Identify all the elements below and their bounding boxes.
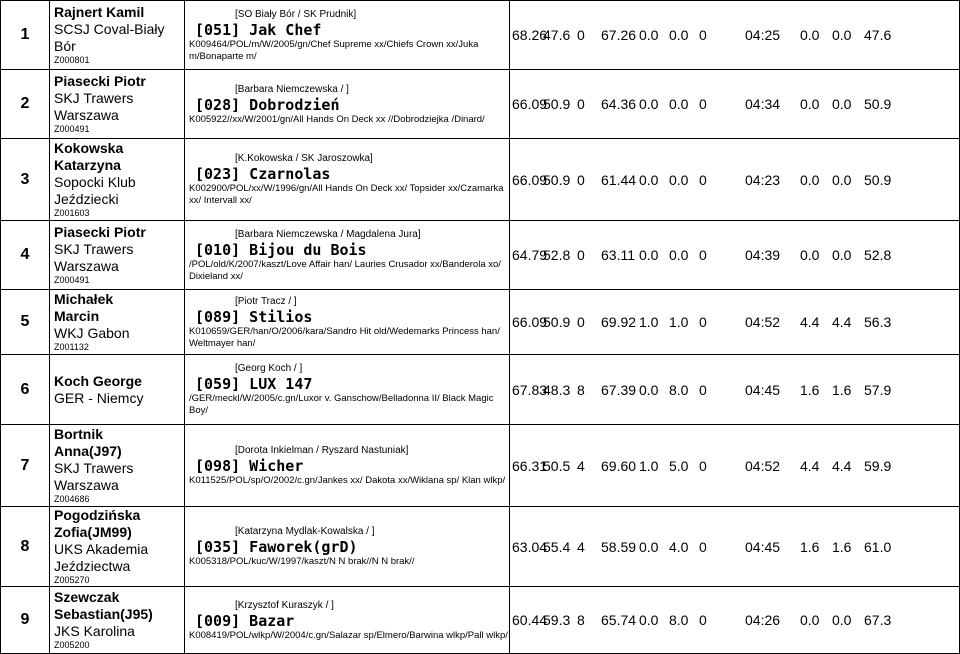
scores-cell — [510, 425, 960, 507]
score-value: 66.09 — [512, 314, 548, 330]
score-value: 50.9 — [864, 171, 892, 188]
horse-pedigree: K010659/GER/han/O/2006/kara/Sandro Hit old/Wedemarks Princess han/ Weltmayer han/ — [189, 325, 500, 349]
rider-club: GER - Niemcy — [54, 389, 144, 406]
rider-cell — [50, 290, 185, 355]
result-row — [1, 1, 960, 70]
rider-cell — [50, 1, 185, 70]
place-cell: 1 — [1, 1, 50, 70]
rider-name: Katarzyna — [54, 157, 121, 173]
result-row — [1, 70, 960, 139]
score-value: 61.0 — [864, 538, 892, 555]
place-cell: 7 — [1, 425, 50, 507]
horse-name: [098] Wicher — [195, 457, 304, 475]
horse-owner: [Piotr Tracz / ] — [235, 295, 297, 307]
rider-license: Z005200 — [54, 640, 90, 650]
score-value: 48.3 — [543, 381, 571, 398]
scores-cell — [510, 139, 960, 221]
horse-name: [010] Bijou du Bois — [195, 240, 367, 259]
horse-owner: [SO Biały Bór / SK Prudnik] — [235, 8, 357, 20]
score-value: 0 — [577, 247, 585, 263]
score-value: 0 — [699, 612, 707, 628]
rider-club: JKS Karolina — [54, 623, 135, 639]
horse-cell — [185, 507, 510, 587]
scores-cell — [510, 290, 960, 355]
score-value: 59.9 — [864, 457, 892, 474]
place-cell: 3 — [1, 139, 50, 221]
scores-cell — [510, 70, 960, 139]
score-value: 69.92 — [601, 314, 637, 330]
horse-pedigree: K005318/POL/kuc/W/1997/kaszt/N N brak//N N brak// — [189, 556, 415, 567]
score-value: 60.44 — [512, 612, 548, 628]
score-value: 0.0 — [669, 96, 689, 112]
rider-club: SKJ Trawers — [54, 90, 134, 106]
rider-name: Pogodzińska — [54, 507, 141, 523]
score-value: 0 — [577, 27, 585, 43]
results-body — [1, 1, 960, 654]
score-value: 0.0 — [669, 171, 689, 188]
score-value: 64.79 — [512, 247, 548, 263]
horse-pedigree: K005922//xx/W/2001/gn/All Hands On Deck xx //Dobrodziejka /Dinard/ — [189, 113, 485, 125]
horse-pedigree: K009464/POL/m/W/2005/gn/Chef Supreme xx/Chiefs Crown xx/Juka m/Bonaparte m/ — [189, 38, 479, 62]
horse-pedigree: K002900/POL/xx/W/1996/gn/All Hands On Deck xx/ Topsider xx/Czamarka xx/ Intervall xx/ — [189, 183, 504, 206]
horse-pedigree: K008419/POL/wlkp/W/2004/c.gn/Salazar sp/Elmero/Barwina wlkp/Pall wlkp/ — [189, 629, 508, 641]
result-row — [1, 290, 960, 355]
rider-club: Warszawa — [54, 477, 119, 493]
horse-owner: [Georg Koch / ] — [235, 363, 303, 374]
score-value: 67.83 — [512, 381, 548, 398]
score-value: 68.26 — [512, 27, 548, 43]
horse-owner: [K.Kokowska / SK Jaroszowka] — [235, 153, 373, 164]
score-value: 0.0 — [639, 538, 659, 555]
rider-license: Z000491 — [54, 124, 90, 134]
rider-name: Szewczak — [54, 589, 120, 605]
score-value: 0 — [699, 314, 707, 330]
score-value: 5.0 — [669, 457, 689, 474]
horse-owner: [Katarzyna Mydlak-Kowalska / ] — [235, 526, 375, 537]
score-value: 8.0 — [669, 612, 689, 628]
score-value: 0 — [577, 96, 585, 112]
score-value: 0 — [577, 314, 585, 330]
score-value: 04:23 — [745, 171, 781, 188]
rider-club: Warszawa — [54, 107, 119, 123]
score-value: 04:45 — [745, 538, 781, 555]
score-value: 1.6 — [800, 381, 820, 398]
rider-license: Z005270 — [54, 575, 90, 585]
score-value: 0.0 — [639, 612, 659, 628]
score-value: 55.4 — [543, 538, 571, 555]
result-row — [1, 507, 960, 587]
score-value: 04:34 — [745, 96, 781, 112]
score-value: 4.4 — [832, 457, 852, 474]
horse-pedigree: /GER/meckl/W/2005/c.gn/Luxor v. Ganschow/Belladonna II/ Black Magic Boy/ — [189, 393, 494, 416]
rider-name: Rajnert Kamil — [54, 4, 145, 20]
score-value: 4.0 — [669, 538, 689, 555]
score-value: 67.39 — [601, 381, 637, 398]
horse-name: [023] Czarnolas — [195, 165, 331, 183]
rider-cell — [50, 139, 185, 221]
score-value: 0 — [699, 381, 707, 398]
score-value: 0.0 — [800, 171, 820, 188]
rider-club: Warszawa — [54, 258, 119, 274]
score-value: 1.6 — [832, 381, 852, 398]
score-value: 63.04 — [512, 538, 548, 555]
score-value: 47.6 — [864, 27, 892, 43]
score-value: 04:26 — [745, 612, 781, 628]
score-value: 0.0 — [832, 612, 852, 628]
score-value: 0.0 — [800, 27, 820, 43]
result-row — [1, 425, 960, 507]
score-value: 66.31 — [512, 457, 548, 474]
rider-name: Anna(J97) — [54, 443, 122, 459]
horse-name: [035] Faworek(grD) — [195, 538, 358, 556]
score-value: 0.0 — [639, 27, 659, 43]
result-row — [1, 587, 960, 654]
score-value: 0 — [577, 171, 585, 188]
score-value: 04:39 — [745, 247, 781, 263]
score-value: 1.6 — [800, 538, 820, 555]
horse-cell — [185, 139, 510, 221]
score-value: 0.0 — [832, 27, 852, 43]
score-value: 0.0 — [639, 171, 659, 188]
score-value: 0.0 — [669, 27, 689, 43]
score-value: 04:52 — [745, 457, 781, 474]
score-value: 65.74 — [601, 612, 637, 628]
score-value: 0 — [699, 457, 707, 474]
rider-club: Jeździecki — [54, 191, 119, 207]
score-value: 04:25 — [745, 27, 781, 43]
score-value: 1.0 — [639, 314, 659, 330]
score-value: 63.11 — [601, 247, 635, 263]
rider-club: SCSJ Coval-Biały — [54, 21, 165, 37]
rider-club: Sopocki Klub — [54, 174, 136, 190]
horse-cell — [185, 70, 510, 139]
horse-name: [009] Bazar — [195, 611, 295, 630]
score-value: 0 — [699, 96, 707, 112]
place-cell: 2 — [1, 70, 50, 139]
rider-license: Z000801 — [54, 55, 90, 65]
place-cell: 9 — [1, 587, 50, 654]
scores-cell — [510, 507, 960, 587]
score-value: 0 — [699, 538, 707, 555]
place-cell: 6 — [1, 355, 50, 425]
score-value: 58.59 — [601, 538, 637, 555]
rider-license: Z001603 — [54, 208, 90, 218]
rider-club: Bór — [54, 38, 76, 54]
score-value: 50.9 — [543, 171, 571, 188]
place-cell: 5 — [1, 290, 50, 355]
score-value: 0.0 — [800, 96, 820, 112]
score-value: 4.4 — [832, 314, 852, 330]
score-value: 4 — [577, 457, 585, 474]
horse-pedigree: /POL/old/K/2007/kaszt/Love Affair han/ Lauries Crusador xx/Banderola xo/ Dixieland xx/ — [189, 258, 501, 282]
score-value: 59.3 — [543, 612, 571, 628]
score-value: 0.0 — [832, 247, 852, 263]
horse-owner: [Dorota Inkielman / Ryszard Nastuniak] — [235, 445, 409, 456]
rider-club: WKJ Gabon — [54, 325, 130, 341]
score-value: 1.0 — [669, 314, 689, 330]
score-value: 52.8 — [864, 247, 892, 263]
horse-owner: [Krzysztof Kuraszyk / ] — [235, 599, 334, 611]
result-row — [1, 355, 960, 425]
score-value: 50.9 — [543, 96, 571, 112]
result-row — [1, 139, 960, 221]
score-value: 50.9 — [864, 96, 892, 112]
score-value: 0.0 — [800, 247, 820, 263]
rider-cell — [50, 70, 185, 139]
rider-cell — [50, 507, 185, 587]
score-value: 1.0 — [639, 457, 659, 474]
score-value: 0.0 — [832, 171, 852, 188]
score-value: 50.9 — [543, 314, 571, 330]
score-value: 0.0 — [800, 612, 820, 628]
place-cell: 8 — [1, 507, 50, 587]
result-row — [1, 221, 960, 290]
rider-name: Marcin — [54, 308, 100, 324]
score-value: 64.36 — [601, 96, 637, 112]
score-value: 0.0 — [639, 96, 659, 112]
score-value: 8 — [577, 612, 585, 628]
rider-cell — [50, 221, 185, 290]
score-value: 0.0 — [832, 96, 852, 112]
score-value: 0.0 — [639, 381, 659, 398]
score-value: 0 — [699, 171, 707, 188]
score-value: 0 — [699, 247, 707, 263]
score-value: 47.6 — [543, 27, 571, 43]
horse-name: [051] Jak Chef — [195, 20, 322, 39]
rider-club: SKJ Trawers — [54, 460, 134, 476]
score-value: 56.3 — [864, 314, 892, 330]
score-value: 8.0 — [669, 381, 689, 398]
score-value: 67.26 — [601, 27, 637, 43]
horse-name: [059] LUX 147 — [195, 375, 313, 393]
score-value: 66.09 — [512, 96, 548, 112]
horse-pedigree: K011525/POL/sp/O/2002/c.gn/Jankes xx/ Dakota xx/Wiklana sp/ Klan wlkp/ — [189, 475, 506, 486]
rider-name: Sebastian(J95) — [54, 606, 153, 622]
score-value: 50.5 — [543, 457, 571, 474]
score-value: 69.60 — [601, 457, 637, 474]
rider-club: Jeździectwa — [54, 558, 131, 574]
horse-cell — [185, 1, 510, 70]
horse-name: [028] Dobrodzień — [195, 95, 340, 114]
score-value: 8 — [577, 381, 585, 398]
rider-cell — [50, 355, 185, 425]
score-value: 61.44 — [601, 171, 637, 188]
score-value: 4.4 — [800, 314, 820, 330]
score-value: 04:45 — [745, 381, 781, 398]
score-value: 66.09 — [512, 171, 548, 188]
rider-club: SKJ Trawers — [54, 241, 134, 257]
rider-cell — [50, 425, 185, 507]
score-value: 4.4 — [800, 457, 820, 474]
score-value: 04:52 — [745, 314, 781, 330]
score-value: 0.0 — [639, 247, 659, 263]
horse-cell — [185, 587, 510, 654]
horse-cell — [185, 290, 510, 355]
horse-cell — [185, 221, 510, 290]
score-value: 52.8 — [543, 247, 571, 263]
rider-name: Piasecki Piotr — [54, 224, 146, 240]
score-value: 0 — [699, 27, 707, 43]
rider-name: Kokowska — [54, 140, 124, 156]
score-value: 67.3 — [864, 612, 892, 628]
rider-name: Piasecki Piotr — [54, 73, 146, 89]
rider-club: UKS Akademia — [54, 541, 149, 557]
score-value: 4 — [577, 538, 585, 555]
horse-name: [089] Stilios — [195, 307, 313, 326]
rider-license: Z004686 — [54, 494, 90, 504]
rider-name: Bortnik — [54, 426, 103, 442]
rider-name: Zofia(JM99) — [54, 524, 132, 540]
score-value: 0.0 — [669, 247, 689, 263]
horse-owner: [Barbara Niemczewska / ] — [235, 83, 349, 95]
scores-cell — [510, 587, 960, 654]
horse-owner: [Barbara Niemczewska / Magdalena Jura] — [235, 228, 421, 240]
horse-cell — [185, 425, 510, 507]
place-cell: 4 — [1, 221, 50, 290]
rider-name: Koch George — [54, 372, 142, 389]
rider-cell — [50, 587, 185, 654]
score-value: 57.9 — [864, 381, 892, 398]
rider-license: Z000491 — [54, 275, 90, 285]
rider-name: Michałek — [54, 291, 114, 307]
rider-license: Z001132 — [54, 342, 89, 352]
horse-cell — [185, 355, 510, 425]
scores-cell — [510, 355, 960, 425]
scores-cell — [510, 1, 960, 70]
score-value: 1.6 — [832, 538, 852, 555]
scores-cell — [510, 221, 960, 290]
